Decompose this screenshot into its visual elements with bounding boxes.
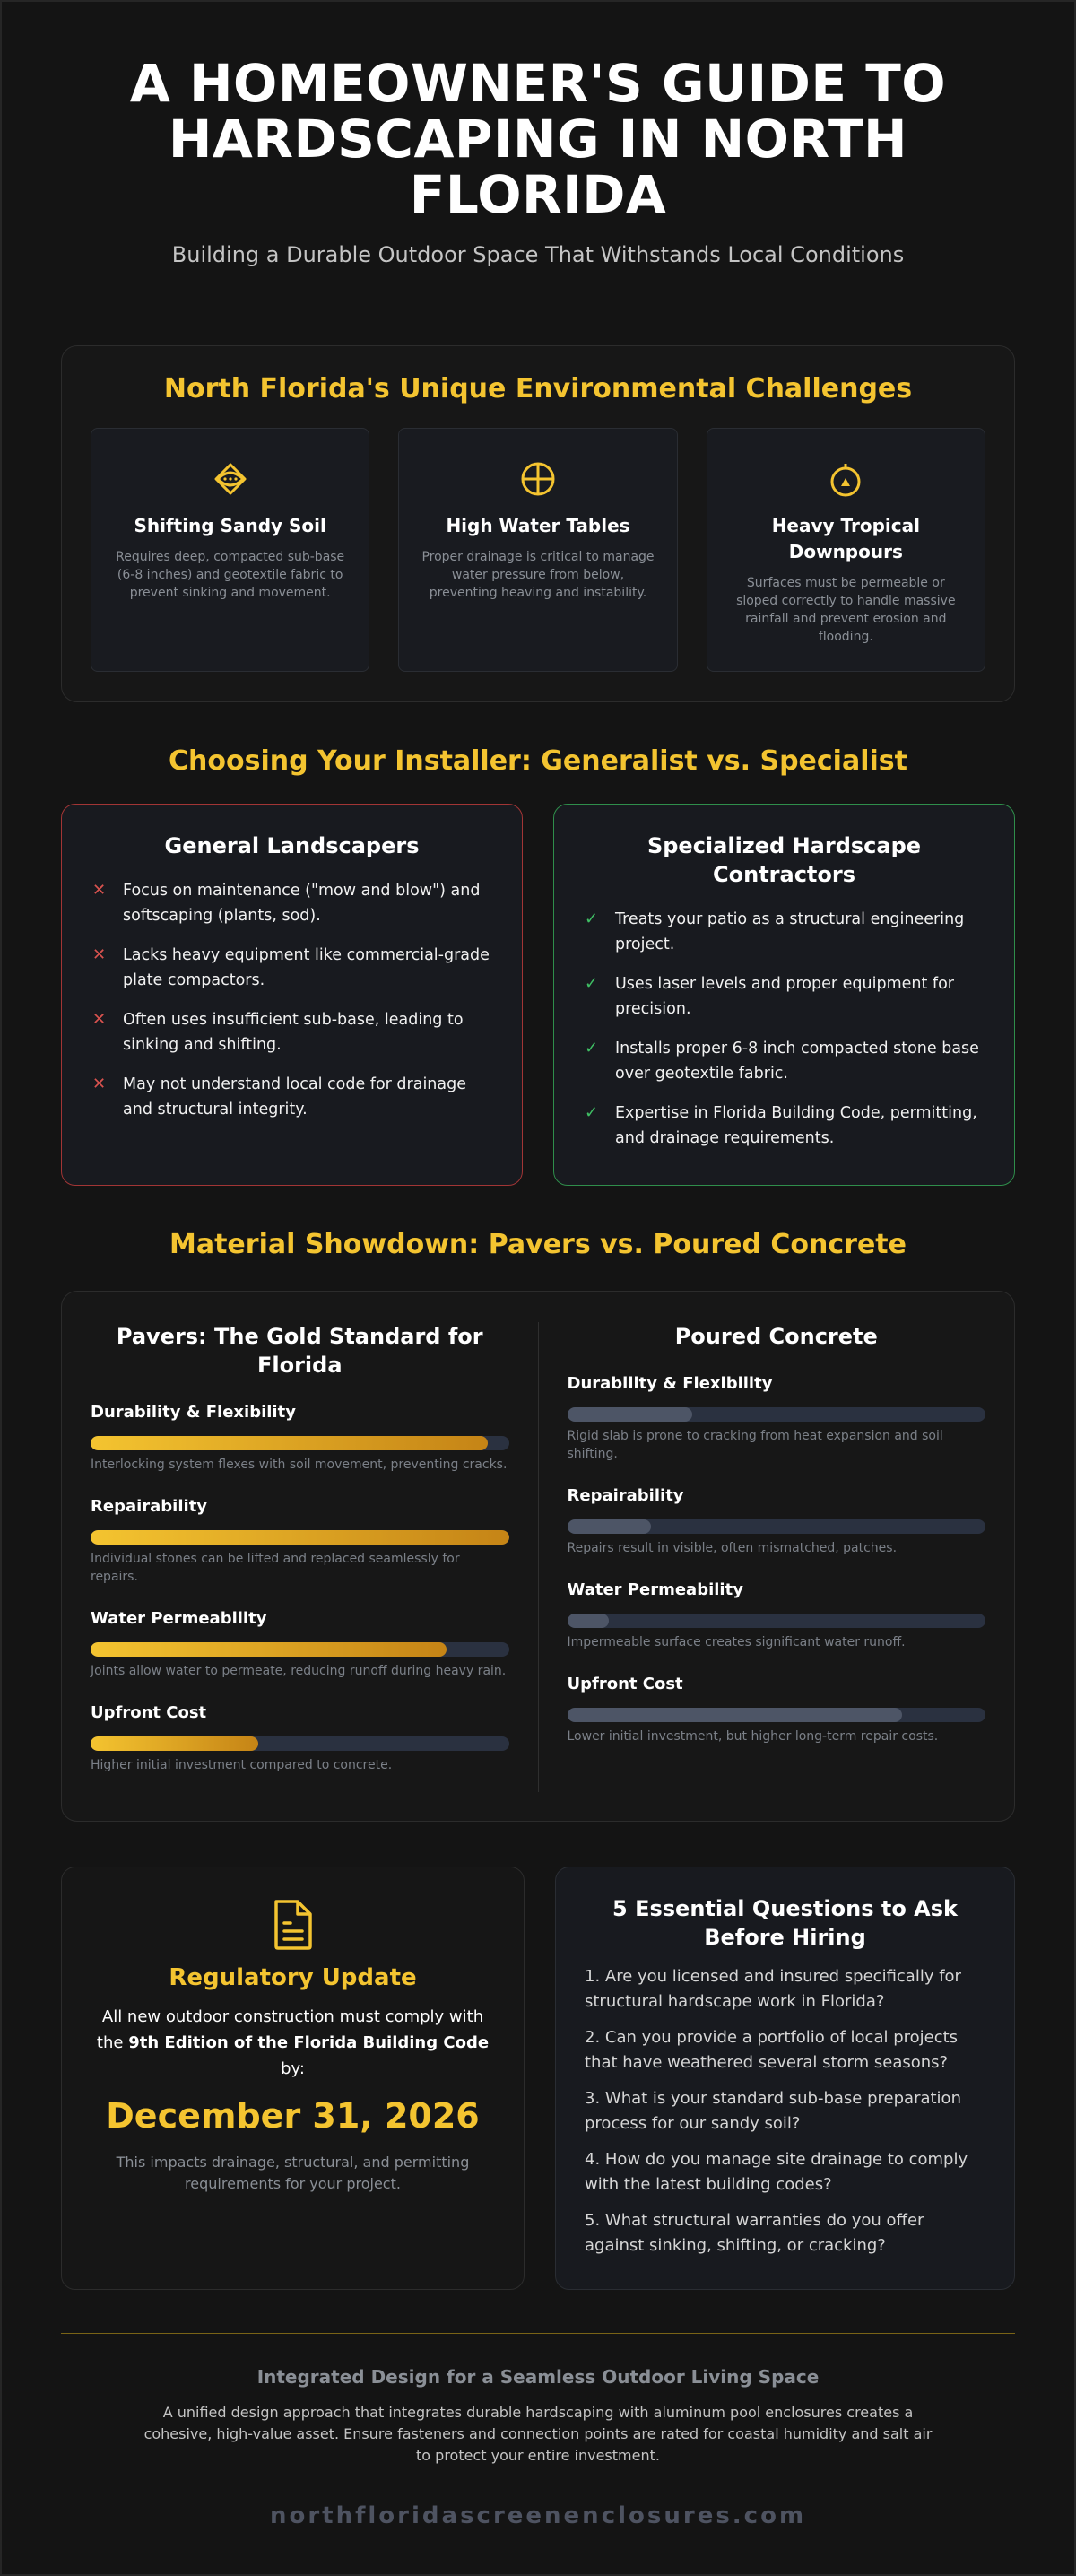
rating-bar-fill	[91, 1436, 488, 1450]
rating-bar	[91, 1736, 509, 1751]
footer-title: Integrated Design for a Seamless Outdoor Living Space	[256, 2366, 820, 2388]
challenge-card-downpours	[707, 428, 985, 672]
metric-label: Durability & Flexibility	[567, 1374, 773, 1393]
challenge-title: High Water Tables	[446, 515, 630, 536]
challenge-card-water-table	[398, 428, 677, 672]
list-item-text: Focus on maintenance ("mow and blow") and softscaping (plants, sod).	[123, 882, 481, 925]
building-code-name: 9th Edition of the Florida Building Code	[128, 2033, 490, 2052]
footer-text: A unified design approach that integrates durable hardscaping with aluminum pool enclosures creates a cohesive, high-value asset. Ensure fasteners and connection points are rated for coastal humidity and salt air to protect your entire investment.	[143, 2404, 933, 2464]
challenge-card-soil	[91, 428, 369, 672]
metric-label: Upfront Cost	[91, 1703, 207, 1722]
metric	[568, 1374, 986, 1463]
metric	[91, 1497, 509, 1586]
installer-title: Choosing Your Installer: Generalist vs. Specialist	[169, 745, 907, 777]
challenge-text: Surfaces must be permeable or sloped correctly to handle massive rainfall and prevent erosion and flooding.	[736, 576, 956, 644]
pavers-column	[91, 1322, 509, 1821]
column-divider	[538, 1322, 539, 1792]
regulatory-title: Regulatory Update	[169, 1964, 417, 1991]
list-item	[92, 878, 491, 928]
metric	[568, 1675, 986, 1745]
regulatory-text-start: All new outdoor construction must comply with the	[96, 2007, 484, 2052]
list-item-text: Installs proper 6-8 inch compacted stone base over geotextile fabric.	[615, 1040, 979, 1083]
check-icon: ✓	[585, 974, 599, 993]
list-item	[92, 943, 491, 993]
list-item-text: Lacks heavy equipment like commercial-grade plate compactors.	[123, 946, 490, 989]
rating-bar-fill	[91, 1530, 509, 1545]
x-icon: ✕	[92, 1010, 107, 1029]
question-item: 2. Can you provide a portfolio of local projects that have weathered several storm seasons?	[585, 2028, 959, 2072]
metric-note: Impermeable surface creates significant water runoff.	[567, 1635, 906, 1649]
list-item	[585, 1036, 984, 1086]
challenge-title: Heavy Tropical Downpours	[771, 515, 920, 562]
page-subtitle: Building a Durable Outdoor Space That Withstands Local Conditions	[171, 242, 905, 267]
metric-label: Upfront Cost	[567, 1675, 683, 1693]
questions-title: 5 Essential Questions to Ask Before Hiring	[612, 1896, 958, 1950]
metric-note: Repairs result in visible, often mismatched, patches.	[567, 1541, 898, 1555]
challenges-section	[61, 345, 1015, 702]
x-icon: ✕	[92, 1075, 107, 1093]
rating-bar-fill	[568, 1708, 902, 1722]
list-item	[92, 1072, 491, 1122]
question-item: 4. How do you manage site drainage to comply with the latest building codes?	[585, 2150, 968, 2194]
rain-drop-icon	[727, 459, 965, 499]
regulatory-update-card	[61, 1867, 525, 2290]
metric-label: Repairability	[91, 1497, 208, 1516]
footer-divider	[61, 2333, 1015, 2334]
metric-note: Joints allow water to permeate, reducing runoff during heavy rain.	[91, 1664, 507, 1678]
list-item-text: Uses laser levels and proper equipment for precision.	[615, 975, 954, 1018]
x-icon: ✕	[92, 945, 107, 964]
soil-icon	[111, 459, 349, 499]
question-item: 3. What is your standard sub-base preparation process for our sandy soil?	[585, 2089, 961, 2133]
metric-label: Water Permeability	[567, 1580, 743, 1599]
question-item: 5. What structural warranties do you offer against sinking, shifting, or cracking?	[585, 2211, 924, 2255]
rating-bar	[568, 1614, 986, 1628]
concrete-column	[568, 1322, 986, 1821]
metric-label: Water Permeability	[91, 1609, 267, 1628]
page-title: A HOMEOWNER'S GUIDE TO HARDSCAPING IN NORTH FLORIDA	[129, 53, 947, 225]
specialist-contractors-card	[553, 804, 1015, 1186]
metric-label: Repairability	[567, 1486, 684, 1505]
metric	[91, 1609, 509, 1680]
metric	[568, 1486, 986, 1557]
question-item: 1. Are you licensed and insured specifically for structural hardscape work in Florida?	[585, 1967, 961, 2011]
rating-bar	[568, 1407, 986, 1422]
materials-title: Material Showdown: Pavers vs. Poured Concrete	[169, 1229, 907, 1260]
metric-label: Durability & Flexibility	[91, 1403, 296, 1422]
rating-bar	[568, 1519, 986, 1534]
metric-note: Interlocking system flexes with soil movement, preventing cracks.	[91, 1458, 508, 1472]
check-icon: ✓	[585, 1039, 599, 1057]
x-icon: ✕	[92, 881, 107, 900]
general-landscapers-title: General Landscapers	[164, 833, 420, 858]
list-item	[585, 1101, 984, 1151]
check-icon: ✓	[585, 1103, 599, 1122]
challenge-title: Shifting Sandy Soil	[134, 515, 326, 536]
list-item	[585, 907, 984, 957]
rating-bar-fill	[568, 1614, 610, 1628]
challenge-text: Proper drainage is critical to manage water pressure from below, preventing heaving and instability.	[421, 550, 655, 600]
list-item-text: Expertise in Florida Building Code, permitting, and drainage requirements.	[615, 1104, 977, 1147]
metric	[91, 1703, 509, 1774]
document-icon	[92, 1898, 493, 1952]
challenges-title: North Florida's Unique Environmental Challenges	[163, 373, 913, 405]
metric-note: Individual stones can be lifted and replaced seamlessly for repairs.	[91, 1552, 460, 1584]
list-item	[585, 971, 984, 1022]
list-item-text: May not understand local code for drainage and structural integrity.	[123, 1075, 466, 1118]
list-item-text: Often uses insufficient sub-base, leading to sinking and shifting.	[123, 1011, 464, 1054]
rating-bar	[91, 1436, 509, 1450]
pavers-title: Pavers: The Gold Standard for Florida	[116, 1324, 483, 1378]
regulatory-note: This impacts drainage, structural, and permitting requirements for your project.	[116, 2154, 470, 2192]
list-item-text: Treats your patio as a structural engineering project.	[615, 910, 965, 953]
check-icon: ✓	[585, 909, 599, 928]
metric-note: Rigid slab is prone to cracking from heat expansion and soil shifting.	[567, 1429, 943, 1461]
metric	[91, 1403, 509, 1474]
rating-bar	[91, 1642, 509, 1657]
rating-bar-fill	[568, 1407, 693, 1422]
general-landscapers-card	[61, 804, 523, 1186]
rating-bar	[568, 1708, 986, 1722]
rating-bar	[91, 1530, 509, 1545]
infographic	[61, 0, 1015, 2529]
challenge-text: Requires deep, compacted sub-base (6-8 inches) and geotextile fabric to prevent sinking and movement.	[116, 550, 345, 600]
rating-bar-fill	[91, 1736, 258, 1751]
regulatory-text-end: by:	[281, 2059, 305, 2078]
questions-card	[555, 1867, 1015, 2290]
specialist-contractors-title: Specialized Hardscape Contractors	[646, 833, 922, 887]
metric	[568, 1580, 986, 1651]
metric-note: Higher initial investment compared to concrete.	[91, 1758, 393, 1772]
footer-website: northfloridascreenenclosures.com	[269, 2502, 807, 2529]
metric-note: Lower initial investment, but higher long-term repair costs.	[567, 1729, 939, 1744]
concrete-title: Poured Concrete	[674, 1324, 878, 1349]
regulatory-text	[92, 2004, 493, 2082]
list-item	[92, 1007, 491, 1057]
rating-bar-fill	[568, 1519, 651, 1534]
rating-bar-fill	[91, 1642, 447, 1657]
materials-section	[61, 1291, 1015, 1822]
water-table-icon	[419, 459, 656, 499]
compliance-date: December 31, 2026	[106, 2096, 480, 2136]
